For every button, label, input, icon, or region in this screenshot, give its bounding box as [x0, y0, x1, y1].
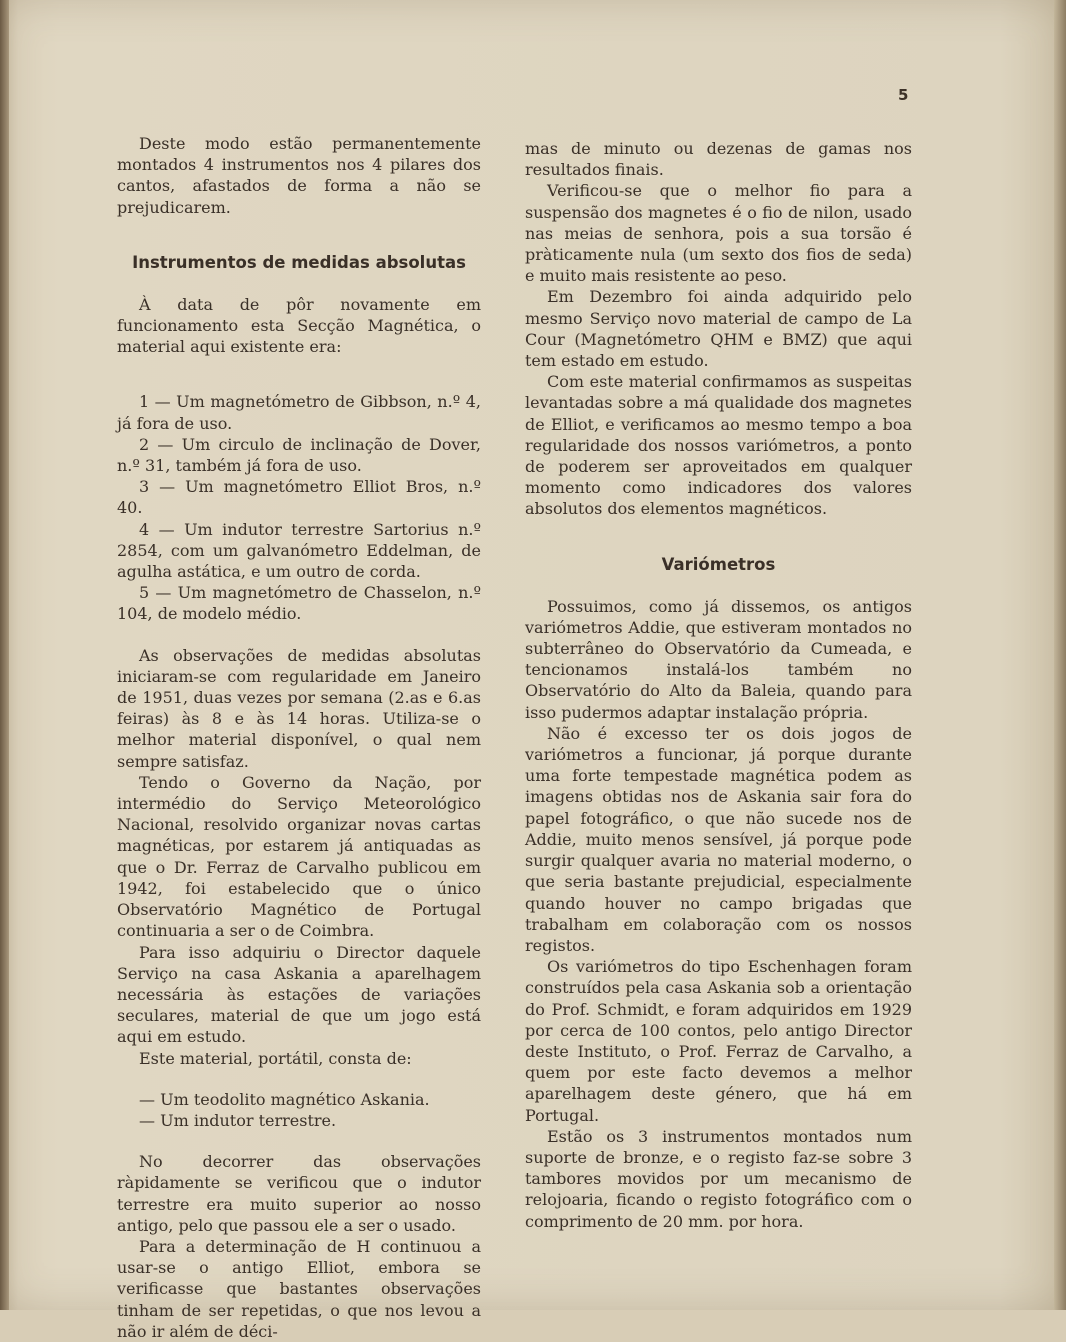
- paragraph: As observações de medidas absolutas iniciaram-se com regularidade em Janeiro de 1951, duas vezes por semana (2.as e 6.as feiras) às 8 e às 14 horas. Utiliza-se o melhor material disponível, o qual nem sempre satisfaz.: [117, 645, 481, 771]
- right-column: [525, 138, 912, 1232]
- section-heading-variometers: Variómetros: [661, 554, 776, 574]
- paragraph: Estão os 3 instrumentos montados num suporte de bronze, e o registo faz-se sobre 3 tambores movidos por um mecanismo de relojoaria, ficando o registo fotográfico com o comprimento de 20 mm. por hora.: [525, 1126, 912, 1231]
- paragraph: mas de minuto ou dezenas de gamas nos resultados finais.: [525, 139, 912, 180]
- instrument-list-item: 5 — Um magnetómetro de Chasselon, n.º 104, de modelo médio.: [117, 583, 481, 624]
- page-right-edge: [1054, 0, 1066, 1310]
- book-binding-edge: [0, 0, 9, 1310]
- paragraph: Não é excesso ter os dois jogos de variómetros a funcionar, já porque durante uma forte tempestade magnética podem as imagens obtidas nos de Askania sair fora do papel fotográfico, o que não sucede nos de Addie, muito menos sensível, já porque pode surgir qualquer avaria no material moderno, o que seria bastante prejudicial, especialmente quando houver no campo brigadas que trabalham em colaboração com os nossos registos.: [525, 723, 912, 955]
- paragraph: Possuimos, como já dissemos, os antigos variómetros Addie, que estiveram montados no subterrâneo do Observatório da Cumeada, e tencionamos instalá-los também no Observatório do Alto da Baleia, quando para isso pudermos adaptar instalação própria.: [525, 596, 912, 722]
- left-column: [117, 133, 481, 1342]
- paragraph: Tendo o Governo da Nação, por intermédio do Serviço Meteorológico Nacional, resolvido organizar novas cartas magnéticas, por estarem já antiquadas as que o Dr. Ferraz de Carvalho publicou em 1942, foi estabelecido que o único Observatório Magnético de Portugal continuaria a ser o de Coimbra.: [117, 772, 481, 941]
- page-number: 5: [898, 86, 909, 104]
- instrument-list-item: 4 — Um indutor terrestre Sartorius n.º 2854, com um galvanómetro Eddelman, de agulha astática, e um outro de corda.: [117, 519, 481, 582]
- paragraph: Com este material confirmamos as suspeitas levantadas sobre a má qualidade dos magnetes de Elliot, e verificamos ao mesmo tempo a boa regularidade dos nossos variómetros, a ponto de poderem ser aproveitados em qualquer momento como indicadores dos valores absolutos dos elementos magnéticos.: [525, 372, 912, 519]
- paragraph: Este material, portátil, consta de:: [139, 1048, 412, 1068]
- paragraph: Para isso adquiriu o Director daquele Serviço na casa Askania a aparelhagem necessária às estações de variações seculares, material de que um jogo está aqui em estudo.: [117, 942, 481, 1047]
- paragraph: Para a determinação de H continuou a usar-se o antigo Elliot, embora se verificasse que bastantes observações tinham de ser repetidas, o que nos levou a não ir além de déci-: [117, 1236, 481, 1341]
- paragraph: Os variómetros do tipo Eschenhagen foram construídos pela casa Askania sob a orientação do Prof. Schmidt, e foram adquiridos em 1929 por cerca de 100 contos, pelo antigo Director deste Instituto, o Prof. Ferraz de Carvalho, a quem por este facto devemos a melhor aparelhagem deste género, que há em Portugal.: [525, 957, 912, 1125]
- paragraph: Em Dezembro foi ainda adquirido pelo mesmo Serviço novo material de campo de La Cour (Magnetómetro QHM e BMZ) que aqui tem estado em estudo.: [525, 287, 912, 371]
- paragraph: Verificou-se que o melhor fio para a suspensão dos magnetes é o fio de nilon, usado nas meias de senhora, pois a sua torsão é pràticamente nula (um sexto dos fios de seda) e muito mais resistente ao peso.: [525, 181, 912, 286]
- instrument-list-item: 1 — Um magnetómetro de Gibbson, n.º 4, já fora de uso.: [117, 392, 481, 433]
- paragraph: No decorrer das observações ràpidamente se verificou que o indutor terrestre era muito superior ao nosso antigo, pelo que passou ele a ser o usado.: [117, 1152, 481, 1235]
- paragraph: À data de pôr novamente em funcionamento esta Secção Magnética, o material aqui existente era:: [117, 294, 481, 357]
- equipment-list-item: — Um indutor terrestre.: [139, 1110, 337, 1130]
- section-heading-absolute-measures: Instrumentos de medidas absolutas: [132, 252, 466, 272]
- equipment-list-item: — Um teodolito magnético Askania.: [139, 1089, 430, 1109]
- instrument-list-item: 3 — Um magnetómetro Elliot Bros, n.º 40.: [117, 477, 481, 518]
- intro-paragraph: Deste modo estão permanentemente montados 4 instrumentos nos 4 pilares dos cantos, afastados de forma a não se prejudicarem.: [117, 134, 481, 217]
- instrument-list-item: 2 — Um circulo de inclinação de Dover, n.º 31, também já fora de uso.: [117, 434, 481, 476]
